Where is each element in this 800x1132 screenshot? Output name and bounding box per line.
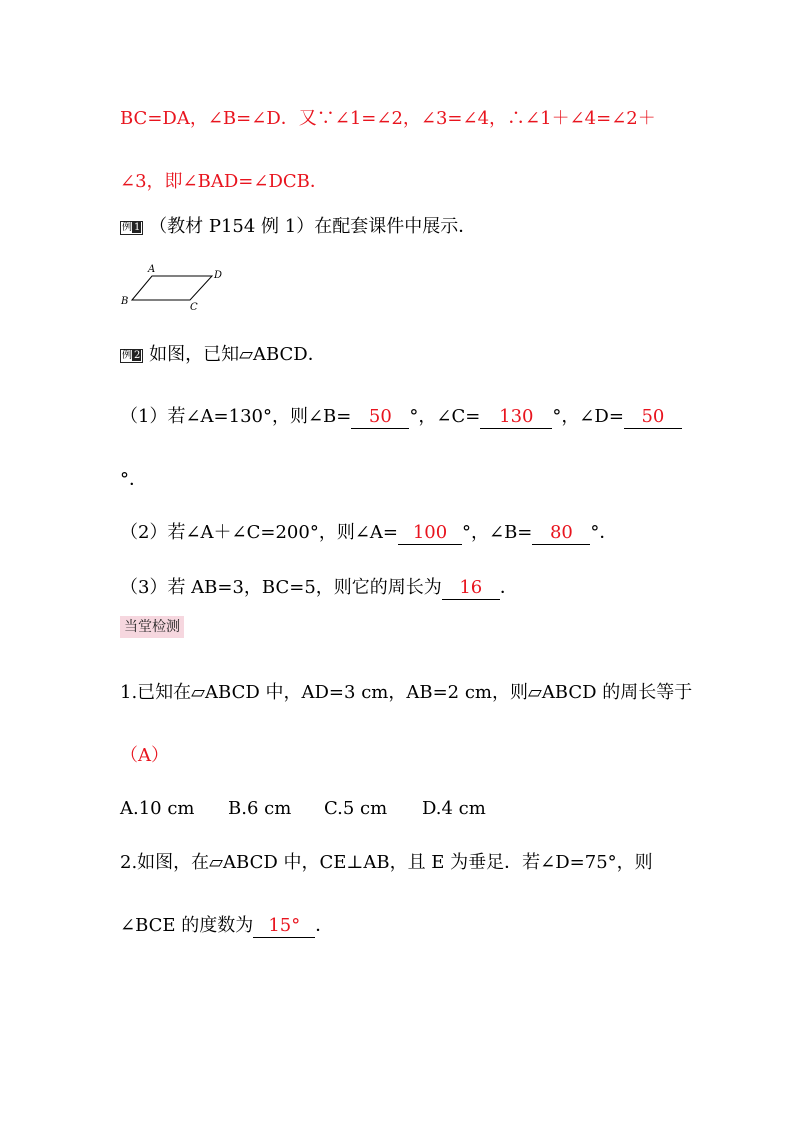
exercise-2: 2.如图，在▱ABCD 中，CE⊥AB，且 E 为垂足．若∠D=75°，则 [120, 852, 653, 873]
vertex-label-a: A [148, 264, 156, 275]
answer-blank-angle: 15° [253, 915, 315, 938]
parallelogram-figure [118, 262, 238, 314]
example-1-text: （教材 P154 例 1）在配套课件中展示． [149, 216, 477, 237]
vertex-label-b: B [121, 296, 129, 307]
answer-blank-d: 50 [624, 406, 682, 429]
exercise-1: 1.已知在▱ABCD 中，AD=3 cm，AB=2 cm，则▱ABCD 的周长等于 [120, 682, 693, 703]
example-tag: 例 2 [120, 349, 143, 363]
answer-blank-a: 100 [398, 522, 462, 545]
exercise-2-answer-line: ∠BCE 的度数为 15° ． [120, 915, 334, 936]
answer-blank-b2: 80 [532, 522, 590, 545]
proof-line-1: BC=DA，∠B=∠D．又∵∠1=∠2，∠3=∠4，∴∠1＋∠4=∠2＋ [120, 108, 656, 129]
exercise-1-answer: （A） [120, 745, 169, 766]
option-b: B.6 cm [228, 798, 292, 819]
answer-blank-c: 130 [480, 406, 552, 429]
exercise-1-options [120, 797, 486, 821]
example-tag: 例 1 [120, 221, 143, 235]
option-d: D.4 cm [422, 798, 486, 819]
example-1 [120, 215, 476, 239]
answer-blank-b: 50 [351, 406, 409, 429]
section-title: 当堂检测 [120, 616, 184, 638]
answer-blank-perimeter: 16 [442, 577, 500, 600]
vertex-label-d: D [214, 270, 223, 281]
question-1: （1）若∠A=130°，则∠B= 50 °，∠C= 130 °，∠D= 50 [120, 405, 682, 429]
proof-line-2: ∠3，即∠BAD=∠DCB． [120, 171, 328, 192]
option-c: C.5 cm [324, 798, 388, 819]
example-2-text: 如图，已知▱ABCD． [149, 344, 326, 365]
question-2: （2）若∠A＋∠C=200°，则∠A= 100 °，∠B= 80 °． [120, 522, 618, 543]
question-1-tail: °． [120, 469, 147, 490]
question-3: （3）若 AB=3，BC=5，则它的周长为 16 ． [120, 577, 518, 598]
example-2 [120, 343, 326, 367]
vertex-label-c: C [190, 302, 198, 313]
option-a: A.10 cm [120, 798, 195, 819]
